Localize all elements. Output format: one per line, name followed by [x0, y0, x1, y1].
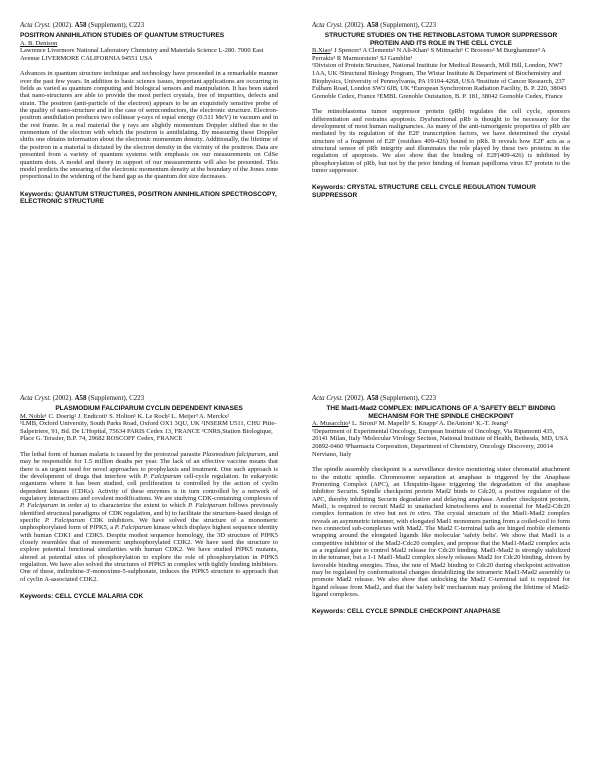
abstract-title: PLASMODIUM FALCIPARUM CYCLIN DEPENDENT KINASES	[55, 405, 243, 412]
presenting-author: M. Noble	[20, 412, 45, 420]
presenting-author: A. Musacchio	[312, 420, 349, 428]
abstract-retinoblastoma	[312, 22, 570, 352]
affiliations: Lawrence Livermore National Laboratory Chemistry and Materials Science L-280. 7000 East Avenue LIVERMORE CALIFORNIA 94551 USA	[20, 47, 264, 62]
affiliations: ¹Department of Experimental Oncology, European Institute of Oncology, Via Ripamonti 435, 20141 Milan, Italy ²Molecular Virology Section, National Institute of Health, Bethesda, MD, USA 20892-0460 ³Pharmacia Corporation, Department of Chemistry, Oncology Discovery, 20014 Nerviano, Italy	[312, 427, 568, 458]
keywords: Keywords: CELL CYCLE SPINDLE CHECKPOINT ANAPHASE	[312, 608, 501, 616]
keywords: Keywords: QUANTUM STRUCTURES, POSITRON ANNIHILATION SPECTROSCOPY, ELECTRONIC STRUCTURE	[20, 190, 277, 206]
abstract-mad1-mad2	[312, 395, 570, 765]
keywords: Keywords: CELL CYCLE MALARIA CDK	[20, 593, 144, 601]
abstract-title: STRUCTURE STUDIES ON THE RETINOBLASTOMA TUMOR SUPPRESSOR PROTEIN AND ITS ROLE IN THE CELL CYCLE	[324, 32, 558, 47]
citation-header: Acta Cryst. (2002). A58 (Supplement), C223	[20, 22, 145, 29]
presenting-author: B.Xiao	[312, 47, 331, 55]
co-authors: ¹ J Spencer¹ A Clements² N Ali-Khan¹ S Mittnacht¹ C Broceno² M Burghammer³ A Perrakis³ R Marmorstein² SJ Gamblin¹	[312, 47, 546, 62]
author-list	[20, 413, 278, 421]
abstract-title: POSITRON ANNIHILATION STUDIES OF QUANTUM STRUCTURES	[20, 32, 225, 39]
citation-header: Acta Cryst. (2002). A58 (Supplement), C223	[312, 22, 437, 29]
abstract-body: Advances in quantum structure technique and technology have proceeded in a remarkable manner over the past few years. In addition to basic science issues, important applications are occurring in fields as varied as quantum computing and biological sensors and manipulation. It has been stated that nano-structures are able to provide the most perfect crystals, free of impurities, defects and strain. The positron (anti-particle of the electron) appears to be an exquisitely sensitive probe of the quality of nano-structure and in the case of semiconductors, the electronic structure. Electron-positron annihilation produces two collinear γ-rays of equal energy (0.511 MeV) in vacuum and in the rest frame. In a real material the γ rays are slightly momentum Doppler shifted due to the momentum of the electron with which the positron is annihilating. By measuring these Doppler shifts one obtains information about the electronic momentum density. Additionally, the lifetime of the positron in a material is dictated by the electron density in the vicinity of the positron. Data are presented from a variety of quantum systems with emphasis on our measurements on CdSe quantum dots. A model and theory in support of our measurements will also be presented. This model predicts the smearing of the electronic momentum density at the boundary of the Jones zone proportional to the widening of the band gap as the quantum dot size decreases.	[20, 70, 278, 181]
citation-header: Acta Cryst. (2002). A58 (Supplement), C223	[312, 395, 437, 402]
citation-header: Acta Cryst. (2002). A58 (Supplement), C223	[20, 395, 145, 402]
co-authors: ¹ L. Sironi¹ M. Mapelli¹ S. Knapp² A. DeAntoni¹ K.-T. Jeang³	[348, 420, 509, 428]
abstract-plasmodium-cdk	[20, 395, 278, 765]
author-list	[312, 420, 570, 428]
co-authors: ¹ C. Doerig² J. Endicott¹ S. Holton¹ K. Le Roch² L. Meijer³ A. Merckx²	[44, 412, 230, 420]
abstract-body: The lethal form of human malaria is caused by the protozoal parasite Plasmodium falciparum, and may be responsible for 1.5 million deaths per year. The lack of an effective vaccine means that there is an urgent need for novel approaches to prophylaxis and treatment. One such approach is the development of drugs that interfere with P. Falciparum cell-cycle regulation. In eukaryotic organisms where it has been studied, cell proliferation is controlled by the action of cyclin dependent kinases (CDKs). Activity of these enzymes is in turn controlled by a network of regulatory interactions and covalent modifications. We are studying CDK-containing complexes of P. Falciparum in order a) to characterize the extent to which P. Falciparum follows previously identified structural paradigms of CDK regulation, and b) to facilitate the structure-based design of specific P. Falciparum CDK inhibitors. We have solved the structure of a monomeric unphosphorylated form of PfPK5, a P. Falciparum kinase which displays highest sequence identity with human CDK1 and CDK5. Despite modest sequence homology, the 3D structure of PfPK5 closely resembles that of monomeric unphosphorylated CDK2. We have used the structure to explore potential functional similarities with human CDK2. We have studied PfPK5 mutants, altered at potential sites of phosphorylation to explore the role of phosphorylation in PfPK5 regulation. We have also solved the structures of PfPK5 in complex with tightly binding inhibitors. One of these, indirubine-3'-monoxime-5-sulphonate, induces the PfPK5 structure to approach that of cyclin A-associated CDK2.	[20, 450, 278, 583]
keywords: Keywords: CRYSTAL STRUCTURE CELL CYCLE REGULATION TUMOUR SUPPRESSOR	[312, 184, 536, 200]
abstract-body: The spindle assembly checkpoint is a surveillance device monitoring sister chromatid attachment to the mitotic spindle. Chromosome separation at anaphase is triggered by the Anaphase Promoting Complex (APC), an Ubiquitin-ligase triggering the degradation of the anaphase inhibitor Securin. Spindle checkpoint protein Mad2 binds to Cdc20, a positive regulator of the APC, thereby inhibiting Securin degradation and delaying anaphase. Another checkpoint protein, Mad1, is required to recruit Mad2 to unattached kinetochores and is essential for Mad2-Cdc20 complex formation in vivo but not in vitro. The crystal structure of the Mad1-Mad2 complex reveals an asymmetric tetramer, with elongated Mad1 monomers parting from a coiled-coil to form two connected sub-complexes with Mad2. The Mad2 C-terminal tails are hinged mobile elements wrapping around the elongated ligands like molecular 'safety belts'. We show that Mad1 is a competitive inhibitor of the Mad2-Cdc20 complex, and propose that the Mad1-Mad2 complex acts as a regulated gate to control Mad2 release for Cdc20 binding. Mad1-Mad2 is strongly stabilized in the tetramer, but a 1-1 Mad1-Mad2 complex slowly releases Mad2 for Cdc20 binding, driven by favorable binding energies. Thus, the rate of Mad2 binding to Cdc20 during checkpoint activation may be regulated by conformational changes destabilizing the tetrameric Mad1-Mad2 assembly to promote Mad2 release. We also show that unlocking the Mad2 C-terminal tail is required for ligand release from Mad2, and that the 'safety belt' mechanism may prolong the lifetime of Mad2-ligand complexes.	[312, 466, 570, 598]
affiliations: ¹Division of Protein Structure, National Institute for Medical Research, Mill Hill, London, NW7 1AA, UK ²Structural Biology Program, The Wistar Institute & Department of Biochemistry and Biophysics, University of Pennsylvania, PA 19104-4268, USA ³Institute of Cancer Research, 237 Fulham Road, London SW3 6JB, UK ⁴European Synchrotron Radiation Facility, B. P. 220, 38043 Grenoble Cedex, France ⁵EMBL Grenoble Outstation, B. P. 181, 38042 Grenoble Cedex, France	[312, 62, 567, 100]
author-list	[20, 40, 278, 48]
presenting-author: A. B. Denison	[20, 39, 58, 47]
author-list	[312, 47, 570, 62]
affiliations: ¹LMB, Oxford University, South Parks Road, Oxford OX1 3QU, UK ²INSERM U511, CHU Pitie-Salpetriere, 91, Bd. De L'Hopital, 75634 PARIS Cedex 13, FRANCE ³CNRS,Station Biologique, Place G. Teissier, B.P. 74, 29682 ROSCOFF Cedex, FRANCE	[20, 420, 277, 443]
abstract-title: THE Mad1-Mad2 COMPLEX: IMPLICATIONS OF A 'SAFETY BELT' BINDING MECHANISM FOR THE SPINDLE CHECKPOINT	[326, 405, 556, 420]
abstract-body: The retinoblastoma tumor suppressor protein (pRb) regulates the cell cycle, sponsors differentiation and restrains apoptosis. Dysfunctional pRb is thought to be necessary for the development of most human malignancies. As many of the anti-tumorigenic properties of pRb are mediated by its regulation of the E2F transcription factors, we have determined the crystal structure of a fragment of E2F (residues 409-426) bound to pRb. It reveals how E2F acts as a structural sensor of pRb integrity and illuminates the role played by these two proteins in the regulation of apoptosis. We also show that the binding of E2F(409-426) is inhibited by phosphorylation of pRb, but not by the prior binding of human papilloma virus E7 protein to the tumor suppressor.	[312, 108, 570, 175]
abstract-positron-annihilation	[20, 22, 278, 352]
